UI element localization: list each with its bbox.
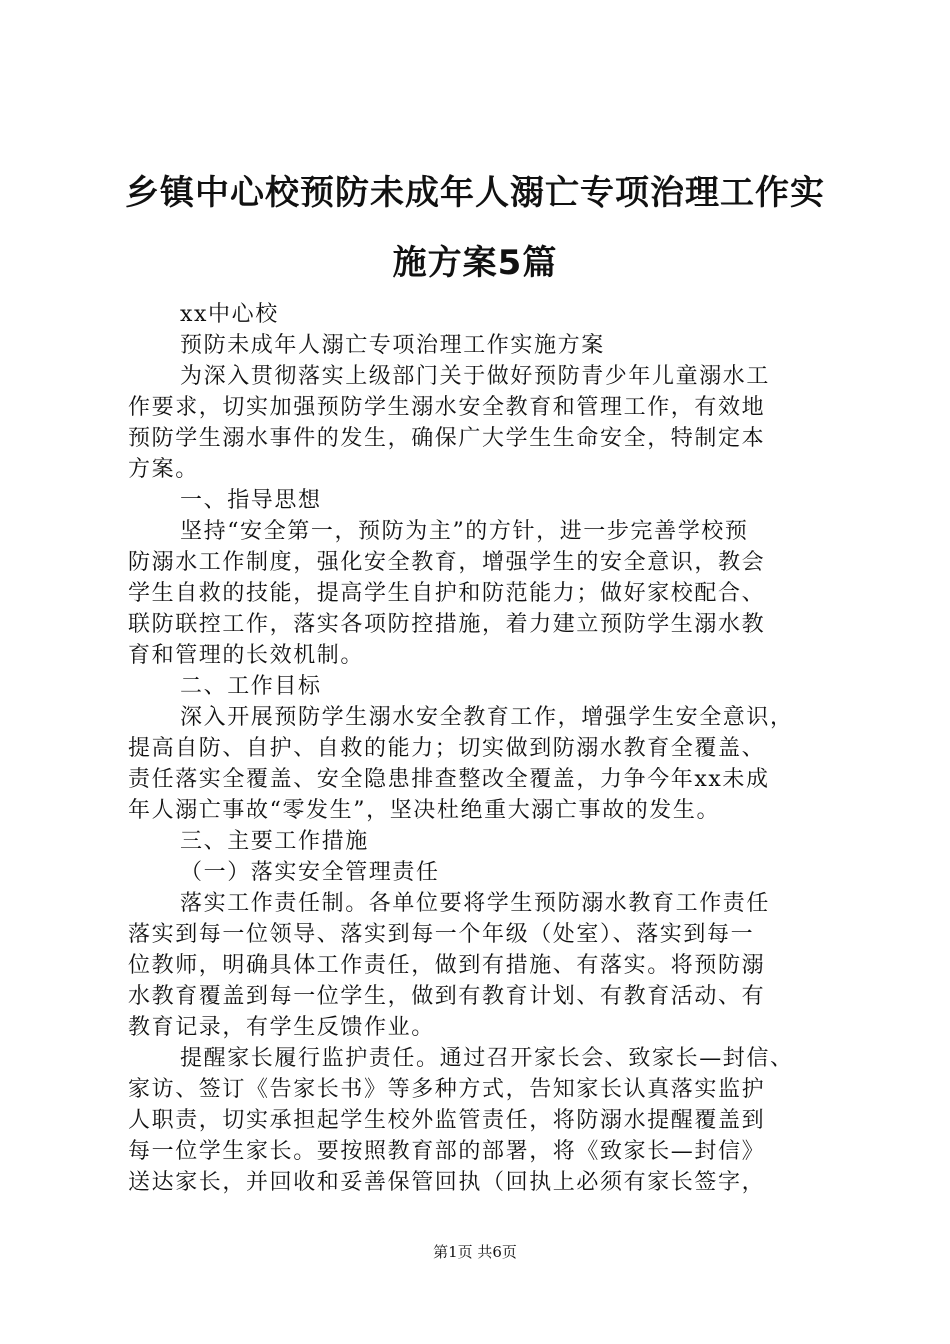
title-line-2: 施方案5篇 xyxy=(392,243,558,283)
text-line: 送达家长，并回收和妥善保管回执（回执上必须有家长签字， xyxy=(128,1170,766,1195)
text-line: 育和管理的长效机制。 xyxy=(128,643,365,668)
document-title xyxy=(110,158,840,298)
text-line: 预防未成年人溺亡专项治理工作实施方案 xyxy=(180,333,605,358)
text-line: 预防学生溺水事件的发生，确保广大学生生命安全，特制定本 xyxy=(128,426,766,451)
text-line: xx中心校 xyxy=(180,302,279,327)
text-line: 位教师，明确具体工作责任，做到有措施、有落实。将预防溺 xyxy=(128,953,766,978)
text-line: 每一位学生家长。要按照教育部的部署，将《致家长—封信》 xyxy=(128,1139,766,1164)
text-line: 联防联控工作，落实各项防控措施，着力建立预防学生溺水教 xyxy=(128,612,766,637)
text-line: 家访、签订《告家长书》等多种方式，告知家长认真落实监护 xyxy=(128,1077,766,1102)
text-line: 方案。 xyxy=(128,457,199,482)
text-line: 落实工作责任制。各单位要将学生预防溺水教育工作责任 xyxy=(180,891,771,916)
text-line: 提高自防、自护、自救的能力；切实做到防溺水教育全覆盖、 xyxy=(128,736,766,761)
document-body xyxy=(128,299,828,1198)
text-line: 教育记录，有学生反馈作业。 xyxy=(128,1015,435,1040)
text-line: （一）落实安全管理责任 xyxy=(180,860,440,885)
text-line: 作要求，切实加强预防学生溺水安全教育和管理工作，有效地 xyxy=(128,395,766,420)
text-line: 二、工作目标 xyxy=(180,674,322,699)
text-line: 一、指导思想 xyxy=(180,488,322,513)
text-line: 责任落实全覆盖、安全隐患排查整改全覆盖，力争今年xx未成 xyxy=(128,767,770,792)
text-line: 三、主要工作措施 xyxy=(180,829,369,854)
text-line: 人职责，切实承担起学生校外监管责任，将防溺水提醒覆盖到 xyxy=(128,1108,766,1133)
text-line: 年人溺亡事故“零发生”，坚决杜绝重大溺亡事故的发生。 xyxy=(128,798,721,823)
text-line: 水教育覆盖到每一位学生，做到有教育计划、有教育活动、有 xyxy=(128,984,766,1009)
text-line: 深入开展预防学生溺水安全教育工作，增强学生安全意识， xyxy=(180,705,794,730)
text-line: 坚持“安全第一，预防为主”的方针，进一步完善学校预 xyxy=(180,519,749,544)
title-line-1: 乡镇中心校预防未成年人溺亡专项治理工作实 xyxy=(125,173,825,213)
text-line: 落实到每一位领导、落实到每一个年级（处室）、落实到每一 xyxy=(128,922,755,947)
text-line: 提醒家长履行监护责任。通过召开家长会、致家长—封信、 xyxy=(180,1046,794,1071)
page-number-footer: 第1页 共6页 xyxy=(433,1243,517,1261)
text-line: 防溺水工作制度，强化安全教育，增强学生的安全意识，教会 xyxy=(128,550,766,575)
text-line: 为深入贯彻落实上级部门关于做好预防青少年儿童溺水工 xyxy=(180,364,771,389)
text-line: 学生自救的技能，提高学生自护和防范能力；做好家校配合、 xyxy=(128,581,766,606)
